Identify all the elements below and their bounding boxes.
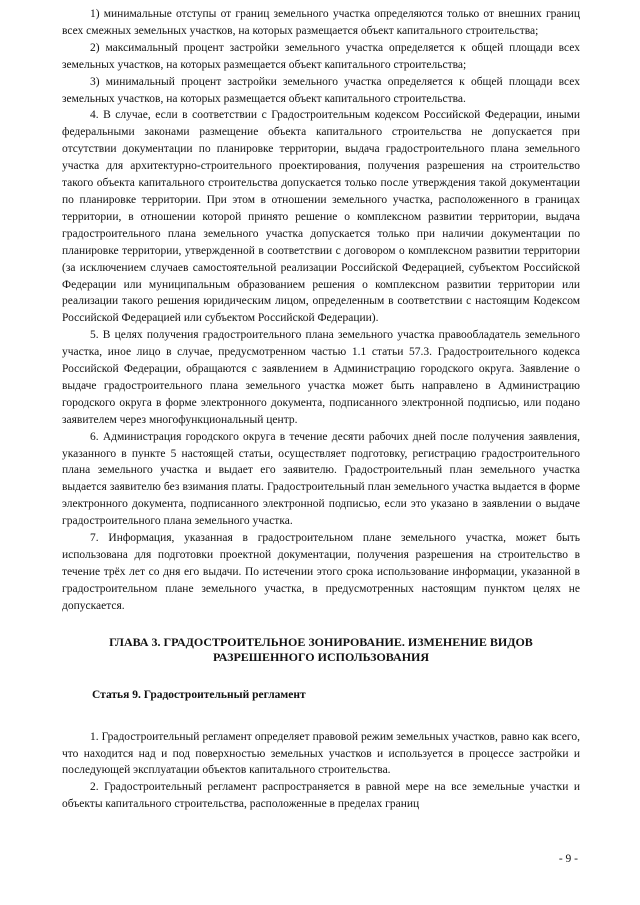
clause-paragraph-7: 7. Информация, указанная в градостроительном плане земельного участка, может быть использована для подготовки проектной документации, получения разрешения на строительство в течение трёх лет со дня его выдачи. По истечении этого срока использование информации, указанной в градостроительном плане земельного участка, в предусмотренных настоящим пунктом целях не допускается.: [62, 532, 580, 612]
chapter-heading: ГЛАВА 3. ГРАДОСТРОИТЕЛЬНОЕ ЗОНИРОВАНИЕ. ИЗМЕНЕНИЕ ВИДОВ РАЗРЕШЕННОГО ИСПОЛЬЗОВАНИЯ: [109, 634, 533, 664]
clause-paragraph-4: 4. В случае, если в соответствии с Градостроительным кодексом Российской Федерации, иными федеральными законами размещение объекта капитального строительства не допускается при отсутствии документации по планировке территории, выдача градостроительного плана земельного участка для архитектурно-строительного проектирования, получения разрешения на строительство такого объекта капитального строительства допускается только после утверждения такой документации по планировке территории. При этом в отношении земельного участка, расположенного в границах территории, в отношении которой принято решение о комплексном развитии территории, выдача градостроительного плана земельного участка допускается только при наличии документации по планировке территории, утвержденной в соответствии с договором о комплексном развитии территории (за исключением случаев самостоятельной реализации Российской Федерацией, субъектом Российской Федерации или муниципальным образованием решения о комплексном развитии территории или реализации такого решения юридическим лицом, определенным в соответствии с настоящим Кодексом Российской Федерацией или субъектом Российской Федерации).: [62, 109, 580, 325]
clause-paragraph-1: 1) минимальные отступы от границ земельного участка определяются только от внешних границ всех смежных земельных участков, на которых размещается объект капитального строительства;: [62, 8, 580, 37]
page-content: [62, 6, 580, 813]
clause-paragraph-6: 6. Администрация городского округа в течение десяти рабочих дней после получения заявления, указанного в пункте 5 настоящей статьи, осуществляет подготовку, регистрацию градостроительного плана земельного участка и выдает его заявителю. Градостроительный план земельного участка выдается заявителю без взимания платы. Градостроительный план земельного участка выдается в форме электронного документа, подписанного электронной подписью, если это указано в заявлении о выдаче градостроительного плана земельного участка.: [62, 430, 580, 528]
article-heading: Статья 9. Градостроительный регламент: [92, 688, 306, 701]
clause-paragraph-2: 2) максимальный процент застройки земельного участка определяется к общей площади всех земельных участков, на которых размещается объект капитального строительства;: [62, 41, 580, 71]
article-paragraph-2: 2. Градостроительный регламент распространяется в равной мере на все земельные участки и объекты капитального строительства, расположенные в пределах границ: [62, 781, 580, 811]
page-number: - 9 -: [558, 853, 578, 865]
clause-paragraph-5: 5. В целях получения градостроительного плана земельного участка правообладатель земельного участка, иное лицо в случае, предусмотренном частью 1.1 статьи 57.3. Градостроительного кодекса Российской Федерации, обращаются с заявлением в Администрацию городского округа. Заявление о выдаче градостроительного плана земельного участка может быть направлено в Администрацию городского округа в форме электронного документа, подписанного электронной подписью, или подано заявителем через многофункциональный центр.: [62, 329, 580, 426]
article-paragraph-1: 1. Градостроительный регламент определяет правовой режим земельных участков, равно как всего, что находится над и под поверхностью земельных участков и используется в процессе застройки и последующей эксплуатации объектов капитального строительства.: [62, 730, 580, 777]
clause-paragraph-3: 3) минимальный процент застройки земельного участка определяется к общей площади всех земельных участков, на которых размещается объект капитального строительства.: [62, 75, 580, 105]
